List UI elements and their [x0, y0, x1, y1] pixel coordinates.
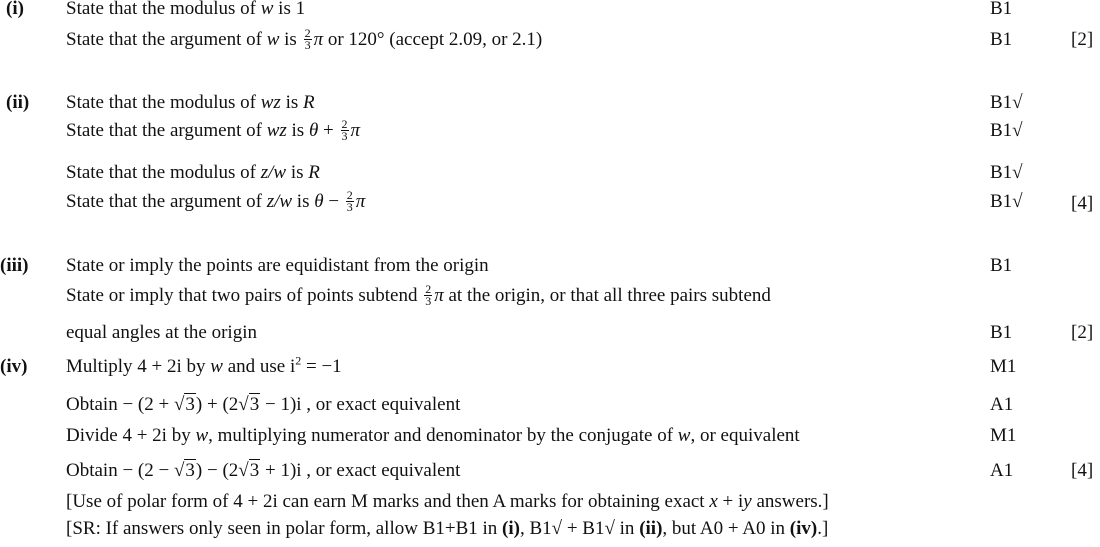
text: [Use of polar form of 4 + 2i can earn M marks and then A marks for obtaining exact	[66, 491, 710, 512]
text: ) − (2	[195, 460, 239, 481]
fraction-numerator: 2	[341, 117, 348, 132]
text: State or imply the points are equidistant from the origin	[66, 255, 489, 276]
fraction	[341, 119, 349, 142]
mark-code: B1√	[990, 120, 1023, 141]
part-label-i: (i)	[6, 0, 24, 19]
square-root: √3	[173, 460, 195, 481]
fraction	[424, 284, 432, 307]
operator: −	[323, 191, 344, 212]
theta-symbol: θ	[308, 120, 319, 141]
text: State that the argument of	[66, 29, 267, 50]
fraction-numerator: 2	[304, 26, 311, 41]
mark-code: B1√	[990, 191, 1023, 212]
square-root: √3	[238, 460, 260, 481]
text: , B1√ + B1√ in	[519, 518, 640, 539]
scheme-line-obtain-quotient	[66, 459, 460, 483]
text: , multiplying numerator and denominator by the conjugate of	[208, 425, 678, 446]
fraction	[304, 28, 312, 51]
fraction-numerator: 2	[425, 282, 432, 297]
variable: w	[677, 425, 691, 446]
scheme-line-equal-angles	[66, 321, 257, 345]
pi-symbol: π	[434, 285, 444, 306]
text: [SR: If answers only seen in polar form, allow B1+B1 in	[66, 518, 503, 539]
scheme-line-subtend	[66, 284, 771, 308]
scheme-line-modulus-wz	[66, 91, 315, 115]
variable: z/w	[266, 191, 293, 212]
square-root: √3	[238, 394, 260, 415]
variable: y	[743, 491, 752, 512]
mark-total: [2]	[1071, 29, 1094, 50]
part-reference: (i)	[502, 518, 520, 539]
text: Divide 4 + 2i by	[66, 425, 196, 446]
variable: R	[308, 162, 320, 183]
superscript: 2	[295, 353, 302, 368]
scheme-line-multiply	[66, 355, 342, 379]
radicand: 3	[249, 394, 260, 415]
text: State that the argument of	[66, 120, 267, 141]
text: State that the argument of	[66, 191, 267, 212]
radicand: 3	[185, 394, 195, 415]
text: is	[280, 92, 303, 113]
scheme-line-modulus-w	[66, 0, 305, 21]
pi-symbol: π	[313, 29, 324, 50]
variable: z/w	[260, 162, 287, 183]
variable: wz	[266, 120, 287, 141]
scheme-line-divide	[66, 424, 800, 448]
text: is	[286, 120, 309, 141]
mark-code: B1√	[990, 162, 1023, 183]
pi-symbol: π	[355, 191, 366, 212]
mark-total: [2]	[1071, 322, 1094, 343]
mark-code: A1	[990, 394, 1014, 415]
text: State or imply that two pairs of points subtend	[66, 285, 423, 306]
mark-code: B1√	[990, 92, 1023, 113]
radicand: 3	[249, 460, 260, 481]
mark-code: B1	[990, 322, 1013, 343]
fraction-denominator: 3	[425, 294, 432, 309]
scheme-line-argument-z-over-w	[66, 190, 365, 214]
mark-code: A1	[990, 460, 1014, 481]
scheme-line-equidistant	[66, 254, 489, 278]
text: − 1)i , or exact equivalent	[260, 394, 461, 415]
mark-code: M1	[990, 356, 1017, 377]
text: and use i	[222, 356, 296, 377]
text: answers.]	[751, 491, 829, 512]
text: Obtain − (2 −	[66, 460, 174, 481]
text: ) + (2	[195, 394, 239, 415]
text: = −1	[301, 356, 342, 377]
text: + 1)i , or exact equivalent	[260, 460, 461, 481]
part-reference: (iv)	[789, 518, 818, 539]
text: equal angles at the origin	[66, 322, 257, 343]
part-reference: (ii)	[639, 518, 663, 539]
mark-total: [4]	[1071, 193, 1094, 214]
text: is 1	[273, 0, 306, 19]
square-root: √3	[173, 394, 195, 415]
text: State that the modulus of	[66, 162, 261, 183]
part-label-iv: (iv)	[0, 356, 28, 377]
scheme-note-special-ruling	[66, 517, 828, 541]
scheme-line-obtain-product	[66, 393, 460, 417]
text: State that the modulus of	[66, 0, 261, 19]
variable: w	[266, 29, 280, 50]
mark-total: [4]	[1071, 460, 1094, 481]
pi-symbol: π	[350, 120, 361, 141]
theta-symbol: θ	[314, 191, 324, 212]
scheme-line-argument-w	[66, 28, 542, 52]
mark-code: B1	[990, 255, 1013, 276]
text: , or equivalent	[690, 425, 800, 446]
scheme-line-modulus-z-over-w	[66, 161, 320, 185]
text: is	[292, 191, 315, 212]
text: , but A0 + A0 in	[662, 518, 790, 539]
text: Obtain − (2 +	[66, 394, 174, 415]
variable: x	[709, 491, 718, 512]
operator: +	[318, 120, 339, 141]
variable: w	[210, 356, 223, 377]
fraction-numerator: 2	[346, 188, 353, 203]
text: is	[279, 29, 302, 50]
variable: R	[303, 92, 315, 113]
scheme-note-polar	[66, 490, 829, 514]
fraction-denominator: 3	[346, 200, 353, 215]
fraction	[346, 190, 354, 213]
text: is	[286, 162, 309, 183]
mark-code: B1	[990, 0, 1013, 19]
part-label-iii: (iii)	[0, 255, 29, 276]
text: State that the modulus of	[66, 92, 261, 113]
fraction-denominator: 3	[304, 38, 311, 53]
mark-code: B1	[990, 29, 1013, 50]
text: .]	[817, 518, 829, 539]
variable: w	[195, 425, 209, 446]
variable: w	[260, 0, 274, 19]
scheme-line-argument-wz	[66, 119, 360, 143]
text: at the origin, or that all three pairs subtend	[443, 285, 771, 306]
radicand: 3	[185, 460, 195, 481]
text: or 120° (accept 2.09, or 2.1)	[323, 29, 543, 50]
fraction-denominator: 3	[341, 129, 348, 144]
part-label-ii: (ii)	[6, 92, 30, 113]
variable: wz	[260, 92, 281, 113]
text: + i	[717, 491, 744, 512]
mark-code: M1	[990, 425, 1017, 446]
text: Multiply 4 + 2i by	[66, 356, 211, 377]
